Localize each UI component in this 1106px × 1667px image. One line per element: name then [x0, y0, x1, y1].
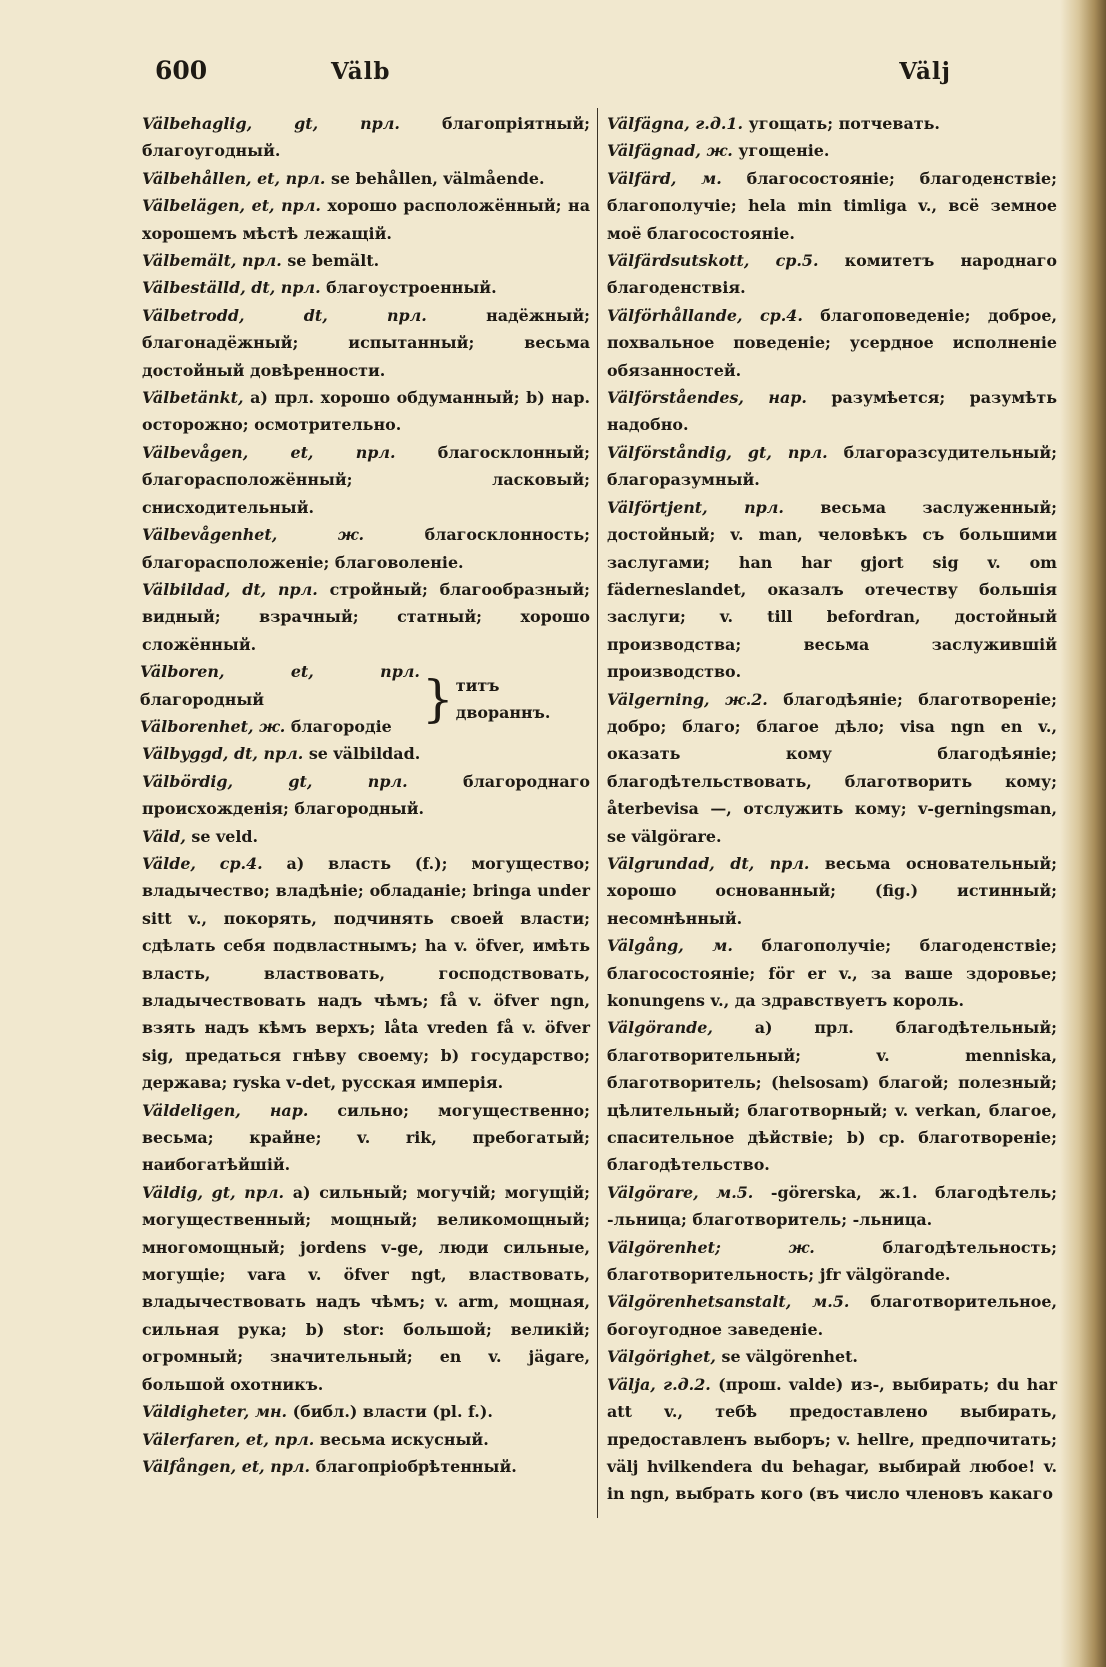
dictionary-entry: Välbildad, dt, прл. стройный; благообразный; видный; взрачный; статный; хорошо сложённый.: [142, 579, 590, 654]
dictionary-entry: Välerfaren, et, прл. весьма искусный.: [142, 1429, 489, 1449]
brace-bracket: }: [421, 670, 454, 729]
dictionary-entry: Välbyggd, dt, прл. se välbildad.: [142, 744, 421, 764]
dictionary-entry: Välbelägen, et, прл. хорошо расположённый; на хорошемъ мѣстѣ лежащій.: [142, 196, 590, 243]
dictionary-entry: Väldeligen, нар. сильно; могущественно; весьма; крайне; v. rik, пребогатый; наибогатѣйшій.: [142, 1100, 590, 1175]
dictionary-entry: Välbehaglig, gt, прл. благопріятный; благоугодный.: [142, 114, 590, 161]
dictionary-entry: Välfägna, г.д.1. угощать; потчевать.: [607, 114, 940, 133]
page-number: 600: [155, 56, 208, 85]
dictionary-entry: Välde, ср.4. a) власть (f.); могущество; владычество; владѣніе; обладаніе; bringa under sitt v., покорять, подчинять своей власти; сдѣлать себя подвластнымъ; ha v. öfver, имѣть власть, властвовать, господствовать, владычествовать надъ чѣмъ; få v. öfver ngn, взять надъ кѣмъ верхъ; låta vreden få v. öfver sig, предаться гнѣву своему; b) государство; держава; ryska v-det, русская имперія.: [142, 853, 590, 1093]
dictionary-entry: Välgörare, м.5. -görerska, ж.1. благодѣтель; -льница; благотворитель; -льница.: [607, 1182, 1057, 1230]
left-guide-word: Välb: [331, 58, 391, 85]
right-guide-word: Välj: [899, 58, 951, 85]
dictionary-entry: Välbetrodd, dt, прл. надёжный; благонадёжный; испытанный; весьма достойный довѣренности.: [142, 305, 590, 380]
dictionary-entry: Välfärd, м. благосостояніе; благоденствіе; благополучіе; hela min timliga v., всё земное моё благосостояніе.: [607, 168, 1057, 243]
dictionary-entry: Välfägnad, ж. угощеніе.: [607, 141, 830, 161]
dictionary-entry: Välgörighet, se välgörenhet.: [607, 1347, 858, 1367]
dictionary-entry: Väldigheter, мн. (библ.) власти (pl. f.).: [142, 1402, 493, 1422]
dictionary-entry: Välbemält, прл. se bemält.: [142, 251, 380, 271]
dictionary-entry: Välgång, м. благополучіе; благоденствіе; благосостояніе; för er v., за ваше здоровье; konungens v., да здравствуетъ король.: [607, 936, 1057, 1010]
page-edge-shadow: [1060, 0, 1106, 1667]
dictionary-entry: Välbeställd, dt, прл. благоустроенный.: [142, 278, 497, 298]
dictionary-entry: Välgrundad, dt, прл. весьма основательный; хорошо основанный; (fig.) истинный; несомнѣнный.: [607, 853, 1057, 928]
dictionary-entry: Väld, se veld.: [142, 826, 259, 846]
dictionary-entry: Väldig, gt, прл. a) сильный; могучій; могущій; могущественный; мощный; великомощный; многомощный; jordens v-ge, люди сильные, могущіе; vara v. öfver ngt, властвовать, владычествовать надъ чѣмъ; v. arm, мощная, сильная рука; b) stor: большой; великій; огромный; значительный; en v. jägare, большой охотникъ.: [142, 1182, 590, 1394]
left-column: [140, 110, 590, 1480]
dictionary-entry: Välbehållen, et, прл. se behållen, välmående.: [142, 168, 545, 188]
page-header: [155, 56, 951, 96]
dictionary-entry: Välfången, et, прл. благопріобрѣтенный.: [142, 1456, 517, 1476]
dictionary-entry: Välfärdsutskott, ср.5. комитетъ народнаго благоденствія.: [607, 251, 1057, 298]
dictionary-entry: Välförståndig, gt, прл. благоразсудительный; благоразумный.: [607, 442, 1057, 490]
dictionary-entry: Välbetänkt, a) прл. хорошо обдуманный; b) нар. осторожно; осмотрительно.: [142, 388, 590, 435]
merged-entries: [140, 658, 590, 740]
column-divider: [597, 108, 598, 1518]
shared-definition: титъ двораннъ.: [455, 675, 551, 723]
dictionary-entry: Välgerning, ж.2. благодѣяніе; благотвореніе; добро; благо; благое дѣло; visa ngn en v., оказать кому благодѣяніе; благодѣтельствовать, благотворить кому; återbevisa —, отслужить кому; v-gerningsman, se välgörare.: [607, 689, 1057, 846]
dictionary-entry: Välförtjent, прл. весьма заслуженный; достойный; v. man, человѣкъ съ большими заслугами; han har gjort sig v. om fäderneslandet, оказалъ отечеству большія заслуги; v. till befordran, достойный производства; весьма заслужившій производство.: [607, 497, 1057, 682]
dictionary-entry: Välbördig, gt, прл. благороднаго происхожденія; благородный.: [142, 771, 590, 819]
dictionary-entry: Välja, г.д.2. (прош. valde) из-, выбирать; du har att v., тебѣ предоставлено выбирать, предоставленъ выборъ; v. hellre, предпочитать; välj hvilkendera du behagar, выбирай любое! v. in ngn, выбрать кого (въ число членовъ какаго: [607, 1374, 1057, 1504]
dictionary-entry: Välgörenhet; ж. благодѣтельность; благотворительность; jfr välgörande.: [607, 1237, 1057, 1285]
dictionary-entry: Välbevågen, et, прл. благосклонный; благорасположённый; ласковый; снисходительный.: [142, 442, 590, 517]
dictionary-entry: Välförhållande, ср.4. благоповеденіе; доброе, похвальное поведеніе; усердное исполненіе обязанностей.: [607, 305, 1057, 380]
dictionary-entry: Välgörenhetsanstalt, м.5. благотворительное, богоугодное заведеніе.: [607, 1292, 1057, 1339]
dictionary-entry: Välboren, et, прл. благородный: [140, 662, 420, 709]
dictionary-entry: Välgörande, a) прл. благодѣтельный; благотворительный; v. menniska, благотворитель; (helsosam) благой; полезный; цѣлительный; благотворный; v. verkan, благое, спасительное дѣйствіе; b) ср. благотвореніе; благодѣтельство.: [607, 1018, 1057, 1175]
dictionary-entry: Välförståendes, нар. разумѣется; разумѣть надобно.: [607, 388, 1058, 435]
dictionary-entry: Välborenhet, ж. благородіе: [140, 716, 392, 736]
right-column: [605, 110, 1057, 1508]
dictionary-entry: Välbevågenhet, ж. благосклонность; благорасположеніе; благоволеніе.: [142, 525, 590, 572]
